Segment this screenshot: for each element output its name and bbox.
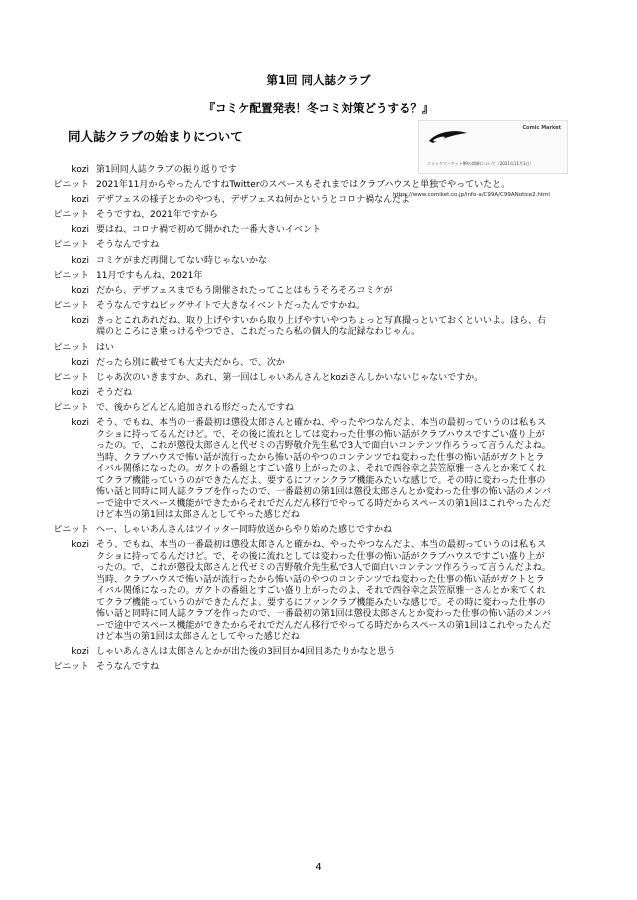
speaker-label: ピニット <box>53 525 89 536</box>
figure-caption: コミックマーケット99の開催について（2021年11月1日） <box>427 161 534 166</box>
dialogue-turn <box>0 343 637 355</box>
figure-brand: Comic Market <box>522 125 561 131</box>
utterance-text: そうだね <box>96 387 133 398</box>
dialogue-turn <box>0 271 637 283</box>
utterance-text: 2021年11月からやったんですねTwitterのスペースもそれまではクラブハウスと単独でやっていたと。 <box>96 180 511 191</box>
speaker-label: kozi <box>71 255 89 266</box>
utterance-text: だったら別に載せても大丈夫だから、で、次か <box>96 357 285 368</box>
utterance-text: 要はね、コロナ禍で初めて開かれた一番大きいイベント <box>96 225 322 236</box>
section-heading: 同人誌クラブの始まりについて <box>68 129 243 144</box>
utterance-text: そうですね、2021年ですから <box>96 210 218 221</box>
dialogue-turn <box>0 358 637 370</box>
speaker-label: ピニット <box>53 240 89 251</box>
dialogue-turn <box>0 525 637 537</box>
dialogue-turn <box>0 210 637 222</box>
dialogue-turn <box>0 662 637 674</box>
dialogue-turn <box>0 165 637 177</box>
dialogue-turn <box>0 403 637 415</box>
speaker-label: kozi <box>71 315 89 326</box>
dialogue-turn <box>0 373 637 385</box>
utterance-text: はい <box>96 342 115 353</box>
utterance-text: 11月ですもんね、2021年 <box>96 270 203 281</box>
utterance-text: しゃいあんさんは太郎さんとかが出た後の3回目か4回目あたりかなと思う <box>96 647 396 658</box>
utterance-text: そうなんですねビッグサイトで大きなイベントだったんですかね。 <box>96 300 366 311</box>
utterance-text: で、後からどんどん追加される形だったんですね <box>96 402 294 413</box>
utterance-text: そう、でもね、本当の一番最初は懲役太郎さんと確かね、やったやつなんだよ、本当の最初っていうのは私もスクショに持ってるんだけど。で、その後に流れとしては変わった仕事の怖い話がクラブハウスですごい盛り上がったの。で、これが懲役太郎さんと代ゼミの吉野敬介先生私で3人で面白いコンテンツ作ろうって言うんだよね。当時、クラブハウスで怖い話が流行ったから怖い話のやつのコンテンツでね変わった仕事の怖い話がガクトとライバル関係になったの。ガクトの番組とすごい盛り上がったのよ、それで西谷幸之芸笠原雅一さんとか来てくれてクラブ機能っていうのができたんだよ、要するにファンクラブ機能みたいな感じで。その時に変わった仕事の怖い話と同時に同人誌クラブを作ったので、一番最初の第1回は懲役太郎さんとか変わった仕事の怖い話のメンバーで途中でスペース機能ができたからそれでだんだん移行でやってる時だからスペースの第1回はこれやったんだけど本当の第1回は太郎さんとしてやった感じだね <box>96 540 551 643</box>
speaker-label: ピニット <box>53 210 89 221</box>
dialogue-turn <box>0 647 637 659</box>
speaker-label: kozi <box>71 387 89 398</box>
dialogue-turn <box>0 301 637 313</box>
speaker-label: ピニット <box>53 662 89 673</box>
utterance-text: そう、でもね、本当の一番最初は懲役太郎さんと確かね、やったやつなんだよ、本当の最初っていうのは私もスクショに持ってるんだけど。で、その後に流れとしては変わった仕事の怖い話がクラブハウスですごい盛り上がったの。で、これが懲役太郎さんと代ゼミの吉野敬介先生私で3人で面白いコンテンツ作ろうって言うんだよね。当時、クラブハウスで怖い話が流行ったから怖い話のやつのコンテンツでね変わった仕事の怖い話がガクトとライバル関係になったの。ガクトの番組とすごい盛り上がったのよ、それで西谷幸之芸笠原雅一さんとか来てくれてクラブ機能っていうのができたんだよ、要するにファンクラブ機能みたいな感じで。その時に変わった仕事の怖い話と同時に同人誌クラブを作ったので、一番最初の第1回は懲役太郎さんとか変わった仕事の怖い話のメンバーで途中でスペース機能ができたからそれでだんだん移行でやってる時だからスペースの第1回はこれやったんだけど本当の第1回は太郎さんとしてやった感じだね <box>96 418 551 520</box>
dialogue-turn <box>0 388 637 400</box>
speaker-label: ピニット <box>53 270 89 281</box>
dialogue-turn <box>0 286 637 298</box>
dialogue-turn <box>0 316 637 339</box>
comiket-logo-icon <box>427 129 469 145</box>
page-subtitle: 『コミケ配置発表！冬コミ対策どうする？』 <box>203 101 434 115</box>
dialogue <box>0 165 637 677</box>
utterance-text: デザフェスの様子とかのやつも、デザフェスね何かというとコロナ禍なんだよ <box>96 195 411 206</box>
page-title: 第1回 同人誌クラブ <box>266 73 371 87</box>
speaker-label: kozi <box>71 165 89 175</box>
speaker-label: kozi <box>71 540 89 551</box>
dialogue-turn <box>0 180 637 192</box>
speaker-label: ピニット <box>53 372 89 383</box>
speaker-label: ピニット <box>53 180 89 191</box>
speaker-label: kozi <box>71 647 89 658</box>
speaker-label: kozi <box>71 357 89 368</box>
speaker-label: kozi <box>71 225 89 236</box>
utterance-text: そうなんですね <box>96 240 160 251</box>
utterance-text: だから、デザフェスまでもう開催されたってことはもうそろそろコミケが <box>96 285 393 296</box>
speaker-label: kozi <box>71 418 89 428</box>
utterance-text: へー、しゃいあんさんはツイッター同時放送からやり始めた感じですかね <box>96 525 393 536</box>
dialogue-turn <box>0 418 637 522</box>
page-number: 4 <box>315 862 322 873</box>
utterance-text: コミケがまだ再開してない時じゃないかな <box>96 255 268 266</box>
dialogue-turn <box>0 195 637 207</box>
speaker-label: ピニット <box>53 342 89 353</box>
dialogue-turn <box>0 540 637 644</box>
speaker-label: kozi <box>71 285 89 296</box>
utterance-text: きっとこれあれだね、取り上げやすいから取り上げやすいやつちょっと写真撮っといておくといいよ。ほら、右端のところにさ乗っけるやつでさ、これだったら私の個人的な記録なわじゃん。 <box>96 315 547 338</box>
utterance-text: そうなんですね <box>96 662 160 673</box>
dialogue-turn <box>0 256 637 268</box>
dialogue-turn <box>0 225 637 237</box>
source-url: https://www.comiket.co.jp/info-a/C99A/C99ANotice2.html <box>393 192 550 198</box>
speaker-label: ピニット <box>53 300 89 311</box>
speaker-label: ピニット <box>53 402 89 413</box>
utterance-text: 第1回同人誌クラブの振り返りです <box>96 165 237 175</box>
dialogue-turn <box>0 240 637 252</box>
speaker-label: kozi <box>71 195 89 206</box>
utterance-text: じゃあ次のいきますか、あれ、第一回はしゃいあんさんとkoziさんしかいないじゃないですか。 <box>96 372 484 383</box>
